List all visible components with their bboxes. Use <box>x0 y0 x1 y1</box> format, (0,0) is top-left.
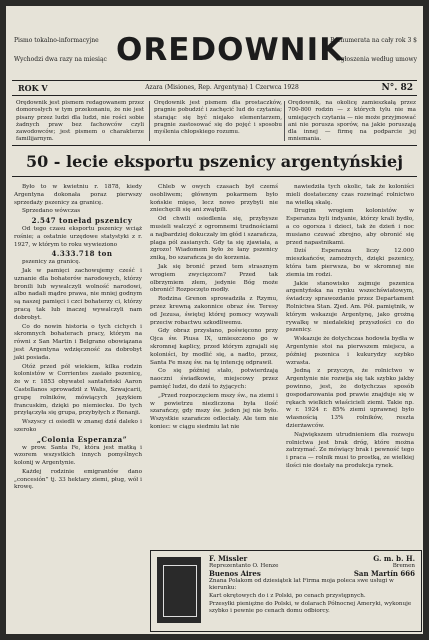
advertisement-box <box>150 550 422 632</box>
volume: ROK V <box>18 83 48 93</box>
highlight-name: „Colonia Esperanza” <box>36 434 128 444</box>
subscription-price: Prenumerata na cały rok 3 $ <box>330 37 417 44</box>
paragraph: pszenicy za granicę. <box>22 259 81 266</box>
ad-text: Znana Polakom od dziesiątek lat Firma moja poleca swe usługi w kierunku: <box>209 577 394 592</box>
issue-info-bar <box>12 80 417 96</box>
paragraph: Chleb w owych czasach był czemś osobliwem; głównym pokarmem było końskie mięso, lecz nowo przybyli nie zniechęcili się ani zwątpili. <box>150 184 278 214</box>
masthead-left <box>14 36 132 74</box>
paragraph: Jedną z przyczyn, że rolnictwo w Argentynie nie rozwija się tak szybko jakby powinno, jest, że dotychczas sposób gospodarowania pod prawie znajduje się w rękach wielkich właścicieli ziemi. Takie np. w r. 1924 r. 85% ziemi uprawnej było własnością 13% rolników, reszta dzierżawców. <box>286 368 414 429</box>
article-headline: 50 - lecie eksportu pszenicy argentyńskiej <box>12 152 417 177</box>
paragraph: Otóż przed pół wiekiem, kilka rodzin kolonistów w Corrientes zasiało pszenicę, że w r. 1853 obywatel santafeński Aaron Castellanos sprowadził z Walis, Szwajcarii, grupę rolników, mówiących językiem francuskim, dzięki po niemiecku. Do tych przyłączyła się grupa, przybyłych z Renanji. <box>14 363 142 417</box>
paragraph: Sprzedano wówczas <box>22 208 81 215</box>
paragraph: Od chwili osiedlenia się, przybysze musieli walczyć z ogromnemi trudnościami a najbardziej dokuczały im głód i szarańcza, plaga pól zasianych. Gdy ta się zjawiała, a zgrozo! Wiadomem było że łany pszenicy zniką, bo szarańcza je do korzenia. <box>150 216 278 262</box>
ad-street: San Martín 666 <box>353 569 415 579</box>
editorial-notices <box>12 97 417 146</box>
paragraph: nawiedziła tych okolic, tak że koloniści mieli dostateczny czas rozwinąć rolnictwo na wielką skalę. <box>286 184 414 206</box>
paragraph: Dziś Esperanza liczy 12.000 mieszkańców, zamożnych, dzięki pszenicy, która tam pierwsza, bo w skromnej nie ziemia im rodzi. <box>286 248 414 278</box>
divider <box>149 101 150 141</box>
issue-number: N°. 82 <box>381 83 413 93</box>
publication-type: Pismo tokalno-informacyjne <box>14 37 99 44</box>
masthead <box>6 32 423 74</box>
paragraph: Jakie stanowisko zajmuje pszenica argentyńska na rynku wszechświatowym, świadczy sprawozdanie przez Departament Rolnictwa Stan. Zjed. Am. Pół. pamiętnik, w którym wskazuje Argentynę, jako grożną rywalkę w niedalekiej przyszłości co do pszenicy. <box>286 280 414 334</box>
article-column-1 <box>14 184 142 493</box>
highlight-figure: 4.333.718 ton <box>51 249 113 259</box>
ad-logo-image <box>157 557 201 623</box>
masthead-right <box>297 36 417 74</box>
paragraph: Wszyscy ci osiedli w znanej dziś daleko i szeroko <box>14 419 142 433</box>
ad-company-form: G. m. b. H. <box>373 554 415 563</box>
article-column-2 <box>150 184 278 433</box>
article-column-3 <box>286 184 414 472</box>
ad-text: Kart okrętowych do i z Polski, po cenach przystępnych. <box>209 592 366 599</box>
paragraph: Było to w kwietniu r. 1878, kiedy Argentyna dokonała poraz pierwszy sprzedaży pszenicy za granicę. <box>14 184 142 206</box>
ad-address-line <box>209 570 415 578</box>
notice-1: Orędownik jest pismem redagowanem przez domorosłych w tym przekonaniu, że nie jest pisany przez ludzi dla ludzi, nie rości sobie żadnych praw bez fachowców czyli zawodowców; jest pismem o charakterze familijarnym. <box>16 100 144 143</box>
ad-logo-frame <box>163 565 197 617</box>
ad-representative: Reprezentanto O. Henze <box>209 562 279 569</box>
ad-body <box>209 555 415 616</box>
place-date: Azara (Misiones, Rep. Argentyna) 1 Czerwca 1928 <box>145 84 299 91</box>
ad-company: F. Missler <box>209 554 248 563</box>
newspaper-page <box>6 6 423 634</box>
paragraph: w prow. Santa Fe, która jest matką i wzorem wszystkich innych pomyślnych kolonij w Argentynie. <box>14 444 142 467</box>
paragraph: Jak się bronić przed tem strasznym wrogiem zwycięzcom? Przed tak olbrzymiem złem, jedynie Bóg może obronić! Rozpoczęto modły. <box>150 263 278 294</box>
paragraph: Co się później stało, potwierdzają naoczni świadkowie, miejscowy przez pamięć ludzi, do dziś to żyjących: <box>150 368 278 390</box>
ad-city-buenos-aires: Buenos Aires <box>209 569 261 579</box>
paragraph: Wskazuje że dotychczas hodowla bydła w Argentynie stoi na pierwszem miejscu, a później pszenica i kukurydzy szybko wzrasta. <box>286 336 414 366</box>
paragraph: Drugim wrogiem kolonistów w Esperanza byli indyanie, którzy krali bydło, a co ogorsza i dzieci, tak że dzień i noc musiano czuwać zbrojno, aby obronić się przed napastnikami. <box>286 208 414 246</box>
paragraph: Jak w pamięci zachowujemy cześć i uznanie dla bohaterów narodowych, którzy bronili lub wywalczyli wolność narodowi, albo nadali mądre prawa, nie mniej godnym są naszej pamięci i czci bohaterzy ci, którzy pracą tak lub inaczej wywalczyli nam dobrobyt. <box>14 267 142 321</box>
paragraph: Rodzina Grenon sprowadziła z Rzymu, przez krewną zakonnice obraz św. Teresy od Jezusa, świętej której pomocy wzywali przeciw robactwu szkodliwemu. <box>150 296 278 326</box>
paragraph: Największem utrudnieniem dla rozwoju rolnictwa jest brak dróg, które można zatrzymać. Ze mówiący brak i pewność tego i praca — rolnik musi to prostką, ze wielkiej ilości nie dostały na produkcja rynek. <box>286 431 414 469</box>
paragraph: Gdy obraz przysłano, poświęcono przy Ojca św. Piusa IX, umieszczono go w skromnej kaplicy, przed którym zgrajali się koloniści, by modlić się, a nadto, przez, Santa Fe mszę św. na tę intencję odprawił. <box>150 328 278 366</box>
ad-text: Przesyłki pieniężne do Polski, w dolarach Północnej Ameryki, wykonuje szybko i pewnie po cenach domu odbiorcy. <box>209 600 412 615</box>
advertising-terms: Ogłoszenia według umowy <box>335 56 417 63</box>
highlight-figure: 2.547 toneład pszenicy <box>31 216 133 226</box>
ad-header <box>209 555 415 563</box>
publication-frequency: Wychodzi dwa razy na miesiąc <box>14 56 107 63</box>
newspaper-title: OREDOWNIK <box>116 32 345 68</box>
paragraph: Każdej rodzinie emigrantów dano „concesión” tj. 33 hektary ziemi, pług, wół i krowę. <box>14 468 142 491</box>
paragraph: Od tego czasu eksportu pszenicy wciąż rośnie; a ostatnie urzędowe statystyki z r. 1927, w którym to roku wywieziono <box>14 225 142 248</box>
divider <box>284 101 285 141</box>
notice-2: Orędownik jest pismem dla prostaczków, pragnie pobudzić i zachęcić lud do czytania; starając się być niejako elementarzem, pragnie zastosować się do pojęć i sposobu myślenia chłopskiego rozumu. <box>154 100 282 136</box>
paragraph: Co do nowin historia o tych cichych i skromnych bohaterach pracy, którym na równi z San Martin i Belgrano obowiązana jest Argentyna wdzięczność za dobrobyt jaki posiada. <box>14 323 142 361</box>
paragraph: „Przed rozpoczęciem mszy św., na ziemi i w powietrzu niezliczona była ilość szarańczy, gdy mszy św. jeden jej nie było. Wszystkie szarańcze odleciały. Ale tem nie koniec: w ciągu siedmiu lat nie <box>150 392 278 430</box>
notice-3: Orędownik, na okolicę zamieszkałą przez 700-800 rodzin — z których tylu nie ma umiejących czytania — nie może przyjmować ani nie porusza sporów, na jakie poruszają dla innej — firmę na podparcie jej mniemania. <box>288 100 416 143</box>
ad-city-bremen: Bremen <box>392 562 415 569</box>
